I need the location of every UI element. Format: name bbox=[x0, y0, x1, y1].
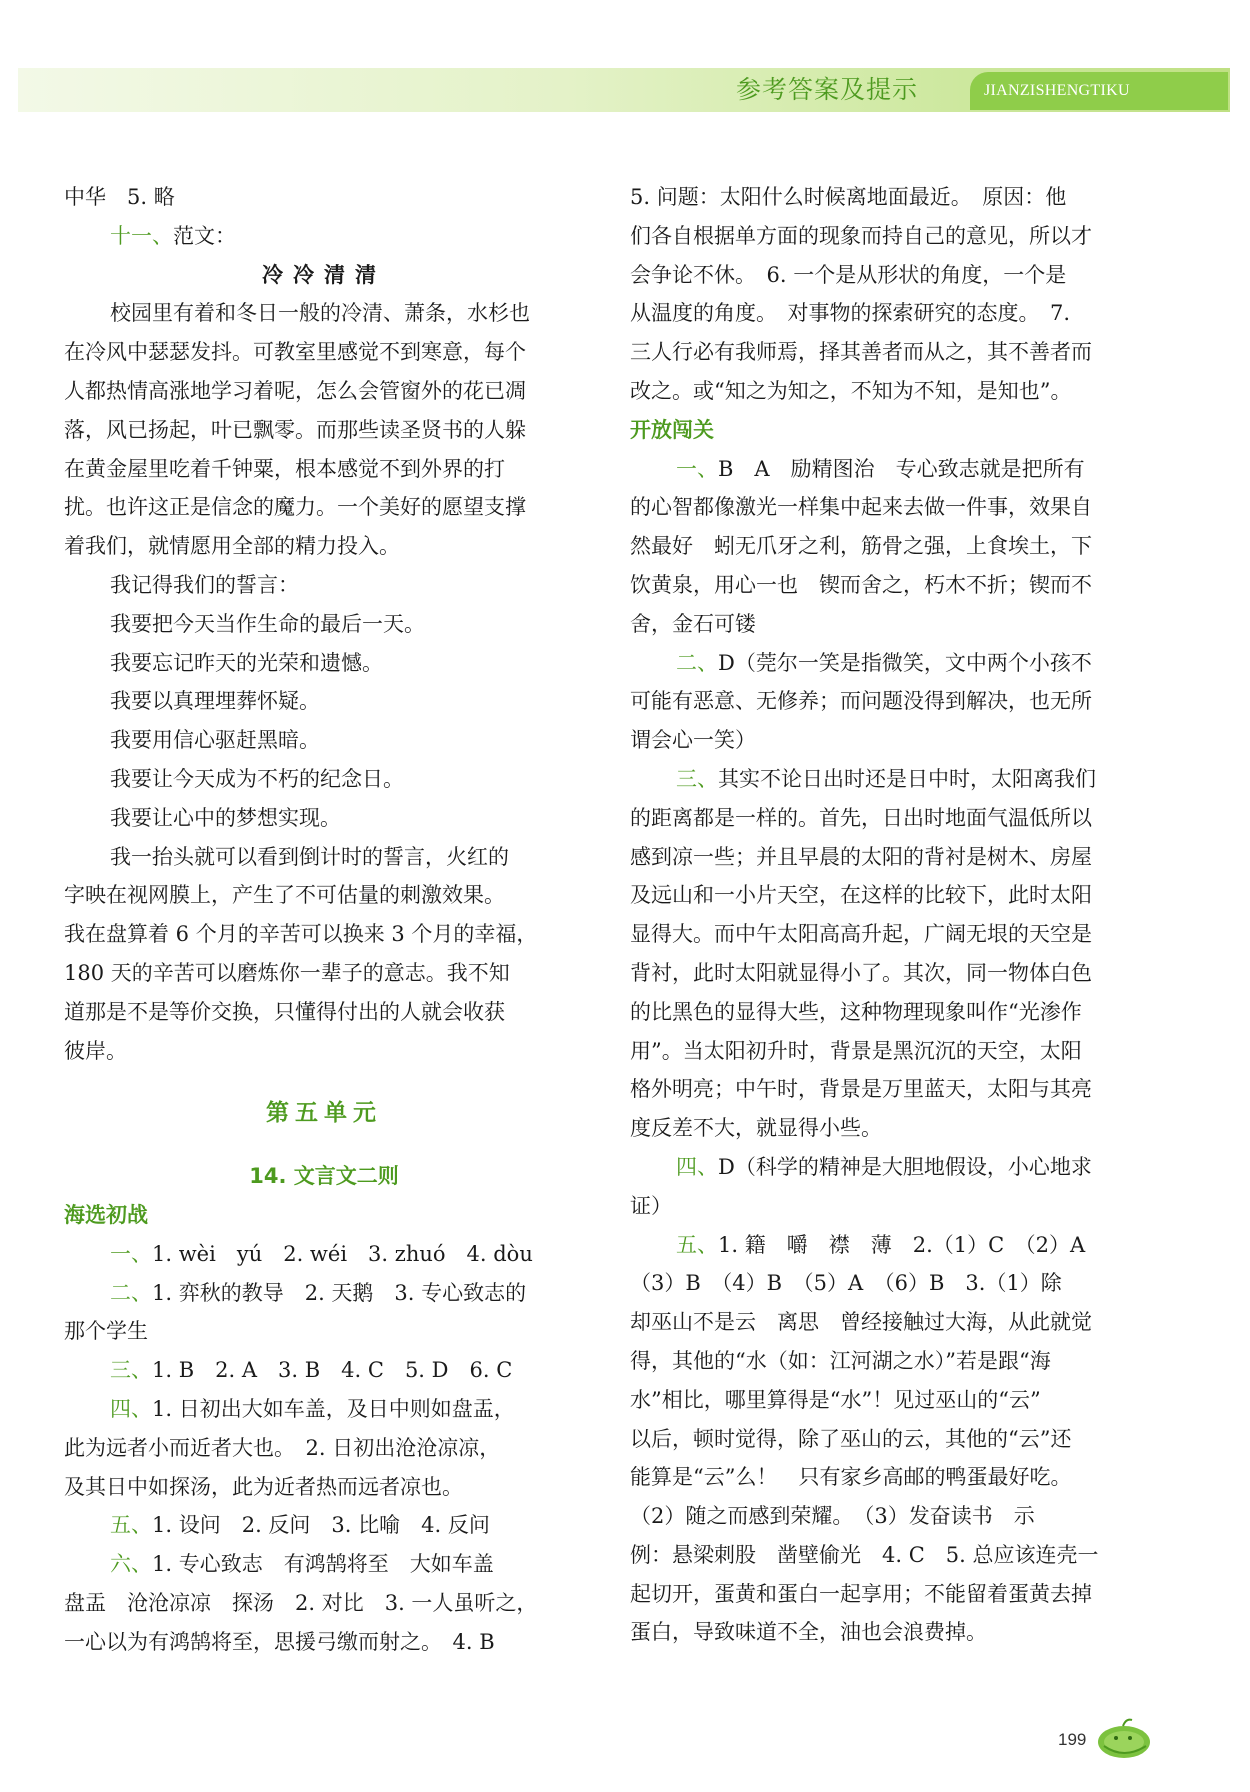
item-number: 五、 bbox=[110, 1513, 152, 1538]
item-number: 二、 bbox=[110, 1280, 152, 1305]
item-text: 其实不论日出时还是日中时，太阳离我们 bbox=[718, 766, 1096, 791]
text-line: 可能有恶意、无修养；而问题没得到解决，也无所 bbox=[630, 689, 1092, 714]
text-line bbox=[630, 644, 1150, 683]
text-line: 我要用信心驱赶黑暗。 bbox=[110, 728, 320, 753]
text-line: 我在盘算着 6 个月的辛苦可以换来 3 个月的幸福， bbox=[64, 922, 538, 947]
text-line: 会争论不休。 6. 一个是从形状的角度，一个是 bbox=[630, 262, 1067, 287]
item-text: 1. B 2. A 3. B 4. C 5. D 6. C bbox=[152, 1358, 513, 1383]
text-line: 证） bbox=[630, 1193, 672, 1218]
text-line: 例：悬梁刺股 凿壁偷光 4. C 5. 总应该连壳一 bbox=[630, 1542, 1099, 1567]
right-column bbox=[630, 178, 1150, 1652]
header-title: 参考答案及提示 bbox=[736, 75, 919, 104]
section-heading: 海选初战 bbox=[64, 1202, 148, 1227]
watermelon-icon bbox=[1090, 1716, 1154, 1760]
text-line: 然最好 蚓无爪牙之利，筋骨之强，上食埃土，下 bbox=[630, 534, 1092, 559]
text-line: 水”相比，哪里算得是“水”！见过巫山的“云” bbox=[630, 1387, 1041, 1412]
text-line: 盘盂 沧沧凉凉 探汤 2. 对比 3. 一人虽听之， bbox=[64, 1590, 538, 1615]
item-number: 一、 bbox=[110, 1241, 152, 1266]
text-line: 我要让今天成为不朽的纪念日。 bbox=[110, 766, 404, 791]
text-line: 中华 5. 略 bbox=[64, 185, 175, 209]
item-number: 四、 bbox=[110, 1396, 152, 1421]
text-line: （2）随之而感到荣耀。 （3）发奋读书 示 bbox=[630, 1504, 1035, 1529]
text-line: 背衬，此时太阳就显得小了。其次，同一物体白色 bbox=[630, 960, 1092, 985]
text-line: 5. 问题：太阳什么时候离地面最近。 原因：他 bbox=[630, 185, 1067, 209]
essay-title: 冷冷清清 bbox=[262, 261, 386, 287]
text-line: 得，其他的“水（如：江河湖之水）”若是跟“海 bbox=[630, 1348, 1051, 1373]
text-line: 180 天的辛苦可以磨炼你一辈子的意志。我不知 bbox=[64, 960, 510, 985]
item-text: D（莞尔一笑是指微笑，文中两个小孩不 bbox=[718, 650, 1092, 675]
text-line: 我一抬头就可以看到倒计时的誓言，火红的 bbox=[110, 844, 509, 869]
item-text: 范文： bbox=[173, 223, 236, 248]
text-line: 从温度的角度。 对事物的探索研究的态度。 7. bbox=[630, 301, 1071, 326]
text-line bbox=[630, 760, 1150, 799]
text-line: 三人行必有我师焉，择其善者而从之，其不善者而 bbox=[630, 340, 1092, 365]
item-number: 十一、 bbox=[110, 223, 173, 248]
text-line: 格外明亮；中午时，背景是万里蓝天，太阳与其亮 bbox=[630, 1077, 1092, 1102]
text-line: 的心智都像激光一样集中起来去做一件事，效果自 bbox=[630, 495, 1092, 520]
text-line: 的距离都是一样的。首先，日出时地面气温低所以 bbox=[630, 805, 1092, 830]
text-line: 用”。当太阳初升时，背景是黑沉沉的天空，太阳 bbox=[630, 1038, 1082, 1063]
item-number: 六、 bbox=[110, 1552, 152, 1577]
spacer bbox=[64, 1070, 584, 1094]
item-text: 1. wèi yú 2. wéi 3. zhuó 4. dòu bbox=[152, 1241, 533, 1266]
text-line bbox=[630, 450, 1150, 489]
text-line: 起切开，蛋黄和蛋白一起享用；不能留着蛋黄去掉 bbox=[630, 1581, 1092, 1606]
item-number: 四、 bbox=[676, 1154, 718, 1179]
text-line: 我要以真理埋葬怀疑。 bbox=[110, 689, 320, 714]
text-line: （3）B （4）B （5）A （6）B 3.（1）除 bbox=[630, 1271, 1062, 1296]
text-line bbox=[64, 1235, 584, 1274]
text-line bbox=[64, 1506, 584, 1545]
text-line: 字映在视网膜上，产生了不可估量的刺激效果。 bbox=[64, 883, 505, 908]
item-number: 一、 bbox=[676, 456, 718, 481]
item-number: 五、 bbox=[676, 1232, 718, 1257]
item-number: 二、 bbox=[676, 650, 718, 675]
text-line bbox=[630, 1226, 1150, 1265]
unit-title: 第五单元 bbox=[266, 1100, 382, 1127]
text-line: 我记得我们的誓言： bbox=[110, 572, 299, 597]
text-line: 谓会心一笑） bbox=[630, 728, 756, 753]
text-line bbox=[64, 1545, 584, 1584]
text-line: 那个学生 bbox=[64, 1319, 148, 1344]
item-number: 三、 bbox=[676, 766, 718, 791]
text-line: 度反差不大，就显得小些。 bbox=[630, 1116, 882, 1141]
text-line: 落，风已扬起，叶已飘零。而那些读圣贤书的人躲 bbox=[64, 417, 526, 442]
text-line bbox=[630, 1148, 1150, 1187]
item-text: 1. 设问 2. 反问 3. 比喻 4. 反问 bbox=[152, 1513, 490, 1538]
text-line: 却巫山不是云 离思 曾经接触过大海，从此就觉 bbox=[630, 1310, 1092, 1335]
text-line: 人都热情高涨地学习着呢，怎么会管窗外的花已凋 bbox=[64, 378, 526, 403]
text-line: 能算是“云”么！ 只有家乡高邮的鸭蛋最好吃。 bbox=[630, 1465, 1072, 1490]
item-text: 1. 日初出大如车盖，及日中则如盘盂， bbox=[152, 1396, 515, 1421]
page-number: 199 bbox=[1058, 1730, 1087, 1749]
text-line: 校园里有着和冬日一般的冷清、萧条，水杉也 bbox=[110, 301, 530, 326]
text-line: 我要让心中的梦想实现。 bbox=[110, 805, 341, 830]
item-number: 三、 bbox=[110, 1358, 152, 1383]
text-line: 感到凉一些；并且早晨的太阳的背衬是树木、房屋 bbox=[630, 844, 1092, 869]
header-tag: JIANZISHENGTIKU bbox=[970, 72, 1228, 110]
text-line: 在黄金屋里吃着千钟粟，根本感觉不到外界的打 bbox=[64, 456, 505, 481]
text-line: 饮黄泉，用心一也 锲而舍之，朽木不折；锲而不 bbox=[630, 572, 1092, 597]
text-line: 彼岸。 bbox=[64, 1038, 127, 1063]
text-line: 着我们，就情愿用全部的精力投入。 bbox=[64, 534, 400, 559]
item-text: 1. 弈秋的教导 2. 天鹅 3. 专心致志的 bbox=[152, 1280, 527, 1305]
text-line: 一心以为有鸿鹄将至，思援弓缴而射之。 4. B bbox=[64, 1629, 495, 1654]
text-line: 蛋白，导致味道不全，油也会浪费掉。 bbox=[630, 1620, 987, 1645]
text-line: 扰。也许这正是信念的魔力。一个美好的愿望支撑 bbox=[64, 495, 526, 520]
text-line: 显得大。而中午太阳高高升起，广阔无垠的天空是 bbox=[630, 922, 1092, 947]
spacer bbox=[64, 1133, 584, 1157]
lesson-title: 14. 文言文二则 bbox=[249, 1164, 399, 1189]
text-line bbox=[64, 1274, 584, 1313]
text-line: 改之。或“知之为知之，不知为不知，是知也”。 bbox=[630, 378, 1072, 403]
text-line: 我要把今天当作生命的最后一天。 bbox=[110, 611, 425, 636]
text-line: 在冷风中瑟瑟发抖。可教室里感觉不到寒意，每个 bbox=[64, 340, 526, 365]
item-text: 1. 籍 嚼 襟 薄 2.（1）C （2）A bbox=[718, 1232, 1086, 1257]
text-line: 的比黑色的显得大些，这种物理现象叫作“光渗作 bbox=[630, 999, 1082, 1024]
left-column bbox=[64, 178, 584, 1661]
text-line: 及远山和一小片天空，在这样的比较下，此时太阳 bbox=[630, 883, 1092, 908]
text-line: 此为远者小而近者大也。 2. 日初出沧沧凉凉， bbox=[64, 1435, 501, 1460]
text-line: 及其日中如探汤，此为近者热而远者凉也。 bbox=[64, 1474, 463, 1499]
text-line bbox=[64, 1390, 584, 1429]
text-line: 舍，金石可镂 bbox=[630, 611, 756, 636]
text-line: 们各自根据单方面的现象而持自己的意见，所以才 bbox=[630, 223, 1092, 248]
text-line bbox=[64, 217, 584, 256]
text-line bbox=[64, 1351, 584, 1390]
text-line: 道那是不是等价交换，只懂得付出的人就会收获 bbox=[64, 999, 505, 1024]
section-heading: 开放闯关 bbox=[630, 417, 714, 442]
item-text: D（科学的精神是大胆地假设，小心地求 bbox=[718, 1154, 1092, 1179]
item-text: 1. 专心致志 有鸿鹄将至 大如车盖 bbox=[152, 1552, 494, 1577]
text-line: 以后，顿时觉得，除了巫山的云，其他的“云”还 bbox=[630, 1426, 1072, 1451]
item-text: B A 励精图治 专心致志就是把所有 bbox=[718, 456, 1085, 481]
text-line: 我要忘记昨天的光荣和遗憾。 bbox=[110, 650, 383, 675]
